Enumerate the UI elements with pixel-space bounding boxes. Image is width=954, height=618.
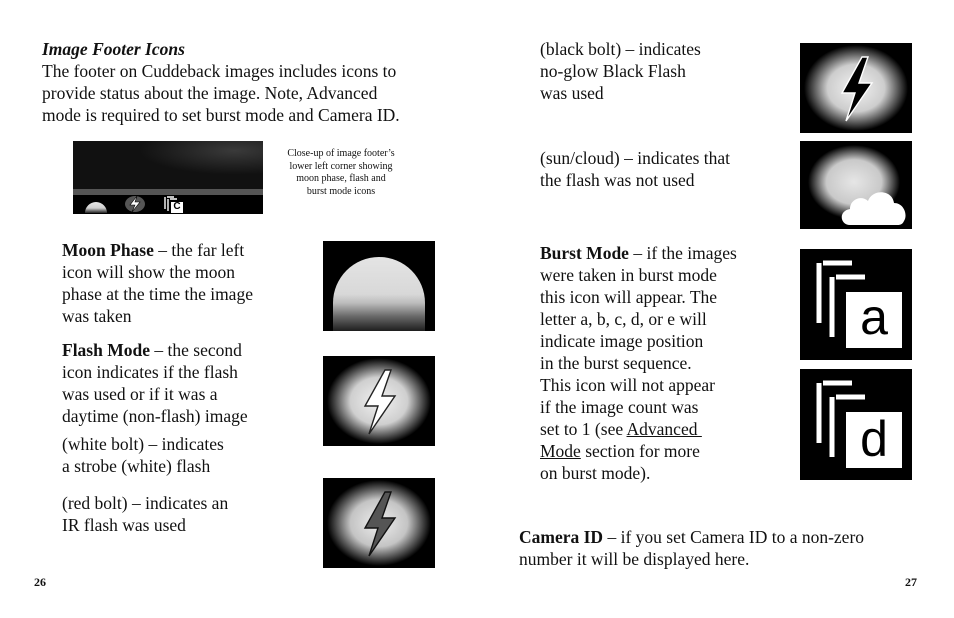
advanced-mode-link[interactable]: Advanced — [626, 419, 702, 439]
burst-mode-text: section for more — [580, 441, 700, 461]
footer-closeup-image — [73, 141, 263, 214]
caption-line: moon phase, flash and — [296, 173, 386, 184]
intro-line: provide status about the image. Note, Advanced — [42, 83, 378, 103]
moon-phase-text: – the far left — [153, 240, 245, 260]
black-bolt-text — [540, 38, 780, 104]
red-bolt-line: (red bolt) – indicates an — [62, 493, 229, 513]
burst-mode-text: This icon will not appear — [540, 375, 715, 395]
moon-phase-text: was taken — [62, 306, 132, 326]
flash-mode-text: – the second — [150, 340, 242, 360]
burst-mode-text: if the image count was — [540, 397, 699, 417]
sun-cloud-line: (sun/cloud) – indicates that — [540, 148, 731, 168]
red-bolt-line: IR flash was used — [62, 515, 186, 535]
page-number-left: 26 — [34, 575, 46, 589]
footer-burst-letter: C — [173, 201, 181, 212]
camera-id-paragraph — [519, 526, 919, 570]
black-bolt-line: no-glow Black Flash — [540, 61, 686, 81]
sun-cloud-line: the flash was not used — [540, 170, 695, 190]
intro-line: The footer on Cuddeback images includes icons to — [42, 61, 397, 81]
burst-mode-text: set to 1 (see — [540, 419, 627, 439]
burst-mode-text: on burst mode). — [540, 463, 651, 483]
sun-cloud-text — [540, 147, 790, 191]
red-bolt-icon — [323, 478, 435, 568]
caption-line: burst mode icons — [306, 185, 376, 197]
moon-phase-text: phase at the time the image — [62, 284, 253, 304]
burst-mode-paragraph — [540, 242, 780, 484]
burst-mode-term: Burst Mode — [540, 243, 629, 263]
section-heading: Image Footer Icons — [42, 39, 185, 59]
burst-mode-text: letter a, b, c, d, or e will — [540, 309, 707, 329]
flash-mode-text: icon indicates if the flash — [62, 362, 238, 382]
caption-line: Close-up of image footer’s — [287, 148, 395, 159]
camera-id-text: – if you set Camera ID to a non-zero — [603, 527, 865, 547]
footer-closeup-graphic — [73, 141, 263, 214]
left-intro-block — [42, 38, 462, 126]
footer-image-caption — [278, 148, 404, 198]
red-bolt-text — [62, 492, 302, 536]
burst-mode-text: were taken in burst mode — [540, 265, 717, 285]
moon-phase-paragraph — [62, 239, 302, 327]
camera-id-term: Camera ID — [519, 527, 604, 547]
advanced-mode-link[interactable]: Mode — [540, 441, 581, 461]
caption-line: lower left corner showing — [289, 160, 393, 172]
burst-a-icon — [800, 249, 912, 360]
moon-phase-term: Moon Phase — [62, 240, 154, 260]
intro-line: mode is required to set burst mode and Camera ID. — [42, 105, 400, 125]
flash-mode-text: daytime (non-flash) image — [62, 406, 248, 426]
black-bolt-icon — [800, 43, 912, 133]
camera-id-text: number it will be displayed here. — [519, 549, 750, 569]
burst-mode-text: this icon will appear. The — [540, 287, 718, 307]
moon-phase-text: icon will show the moon — [62, 262, 236, 282]
burst-mode-text: – if the images — [628, 243, 737, 263]
moon-phase-icon — [323, 241, 435, 331]
white-bolt-text — [62, 433, 302, 477]
flash-mode-text: was used or if it was a — [62, 384, 218, 404]
black-bolt-line: (black bolt) – indicates — [540, 39, 701, 59]
page-number-right: 27 — [905, 575, 917, 589]
burst-letter-d: d — [860, 411, 888, 467]
burst-letter-a: a — [860, 289, 888, 345]
white-bolt-icon — [323, 356, 435, 446]
flash-mode-term: Flash Mode — [62, 340, 150, 360]
white-bolt-line: a strobe (white) flash — [62, 456, 211, 476]
black-bolt-line: was used — [540, 83, 604, 103]
sun-cloud-icon — [800, 141, 912, 229]
burst-d-icon — [800, 369, 912, 480]
burst-mode-text: in the burst sequence. — [540, 353, 692, 373]
flash-mode-paragraph — [62, 339, 312, 427]
white-bolt-line: (white bolt) – indicates — [62, 434, 224, 454]
burst-mode-text: indicate image position — [540, 331, 704, 351]
